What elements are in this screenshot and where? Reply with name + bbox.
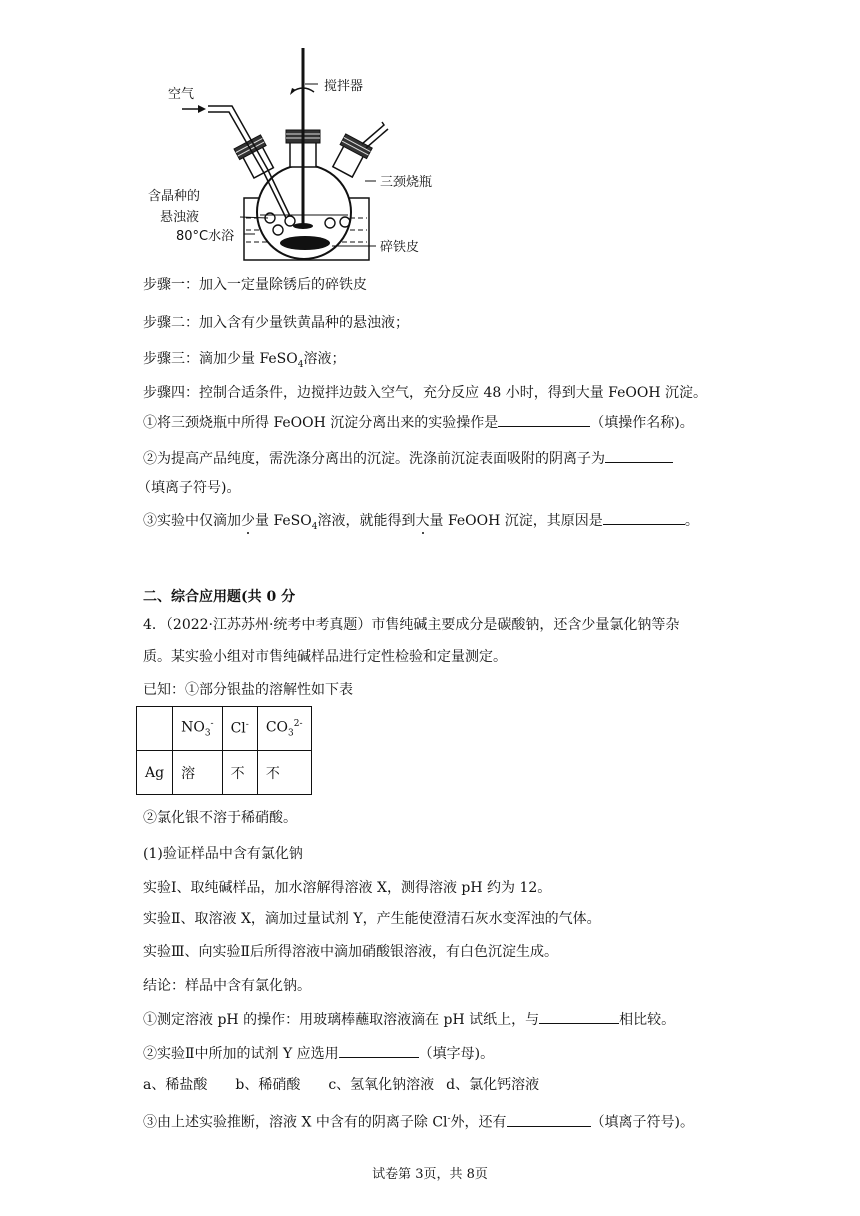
option-c[interactable]: c、氢氧化钠溶液 [328,1077,435,1093]
page-footer: 试卷第 3页，共 8页 [372,1167,488,1182]
step-1: 步骤一：加入一定量除锈后的碎铁皮 [143,277,367,293]
iron-scrap [280,236,330,250]
label-suspension-1: 含晶种的 [148,189,201,204]
table-cell-chloride: 不 [222,751,257,795]
step-3-post: 溶液； [303,351,346,367]
q4-part-1: (1)验证样品中含有氯化钠 [143,846,303,862]
q3-a-pre: ①将三颈烧瓶中所得 FeOOH 沉淀分离出来的实验操作是 [143,415,499,431]
label-scrap: 碎铁皮 [380,240,420,255]
q3-a-post: （填操作名称)。 [590,415,694,431]
q3-b [143,448,673,469]
q3-c-1: ③实验中仅滴加 [143,513,241,529]
option-a[interactable]: a、稀盐酸 [143,1077,208,1093]
table-header-carbonate: $CO_3^{2-}$ [257,707,311,751]
q3-c-emph-2: 大 [415,513,430,529]
label-stirrer: 搅拌器 [324,79,364,94]
q4-qb-blank[interactable] [339,1043,419,1058]
label-flask: 三颈烧瓶 [380,175,433,190]
q3-b-cont: （填离子符号)。 [137,480,241,496]
step-3-sub: 4 [297,359,304,370]
q3-c-end: 。 [684,513,699,529]
q4-conclusion: 结论：样品中含有氯化钠。 [143,978,311,994]
label-air: 空气 [168,87,195,102]
q4-qb-post: （填字母)。 [418,1046,495,1062]
q4-qa-post: 相比较。 [619,1012,676,1028]
q4-exp-3: 实验Ⅲ、向实验Ⅱ后所得溶液中滴加硝酸银溶液，有白色沉淀生成。 [143,944,559,960]
q3-c-sub: 4 [311,521,318,532]
q4-qa-pre: ①测定溶液 pH 的操作：用玻璃棒蘸取溶液滴在 pH 试纸上，与 [143,1012,540,1028]
step-3-pre: 步骤三：滴加少量 FeSO [143,351,298,367]
q4-qb [143,1043,494,1064]
q4-qa-blank[interactable] [539,1009,619,1024]
step-3 [143,349,346,375]
q4-qb-pre: ②实验Ⅱ中所加的试剂 Y 应选用 [143,1046,339,1062]
table-header-chloride: Cl- [222,707,257,751]
q3-c-3: 量 FeSO [255,513,312,529]
option-b[interactable]: b、稀硝酸 [235,1077,301,1093]
q4-qa [143,1009,675,1030]
q3-c-emph-1: 少 [241,513,255,529]
q4-qc-mid: 外，还有 [450,1114,507,1131]
q4-line-2: 质。某实验小组对市售纯碱样品进行定性检验和定量测定。 [143,649,507,665]
label-suspension-2: 悬浊液 [160,210,200,225]
table-row [137,751,312,795]
q3-c [143,510,699,537]
q4-exp-1: 实验Ⅰ、取纯碱样品，加水溶解得溶液 X，测得溶液 pH 约为 12。 [143,880,552,896]
q3-a [143,412,694,433]
solubility-table [136,706,312,795]
apparatus-figure [140,40,440,265]
q3-c-4: 溶液，就能得到 [317,513,416,529]
q4-qc-pre: ③由上述实验推断，溶液 X 中含有的阴离子除 Cl [143,1114,448,1131]
step-4: 步骤四：控制合适条件，边搅拌边鼓入空气，充分反应 48 小时，得到大量 FeOOH 沉淀。 [143,385,708,401]
q4-options [143,1075,539,1095]
section-2-title: 二、综合应用题(共 0 分 [143,589,296,605]
q3-c-6: 量 FeOOH 沉淀，其原因是 [429,513,603,529]
q4-qc-sup: - [447,1114,451,1124]
table-cell-nitrate: 溶 [173,751,223,795]
table-header-row [137,707,312,751]
q3-b-blank[interactable] [605,448,673,463]
q4-line-1: 4．（2022·江苏苏州·统考中考真题）市售纯碱主要成分是碳酸钠，还含少量氯化钠等杂 [143,617,680,633]
q3-a-blank[interactable] [498,412,590,427]
q4-exp-2: 实验Ⅱ、取溶液 X，滴加过量试剂 Y，产生能使澄清石灰水变浑浊的气体。 [143,911,601,927]
q4-qc-blank[interactable] [507,1112,591,1127]
table-corner [137,707,173,751]
q4-known: 已知：①部分银盐的溶解性如下表 [143,682,353,698]
table-cell-carbonate: 不 [257,751,311,795]
q3-b-pre: ②为提高产品纯度，需洗涤分离出的沉淀。洗涤前沉淀表面吸附的阴离子为 [143,451,605,467]
label-bath: 80°C水浴 [176,229,235,244]
q3-c-blank[interactable] [603,510,685,525]
q4-known-2: ②氯化银不溶于稀硝酸。 [143,810,297,826]
table-row-label: Ag [137,751,173,795]
q4-qc-post: （填离子符号)。 [590,1114,695,1131]
step-2: 步骤二：加入含有少量铁黄晶种的悬浊液； [143,315,409,331]
option-d[interactable]: d、氯化钙溶液 [446,1077,540,1093]
table-header-nitrate: $NO_3^-$ [173,707,223,751]
q4-qc [143,1109,694,1133]
